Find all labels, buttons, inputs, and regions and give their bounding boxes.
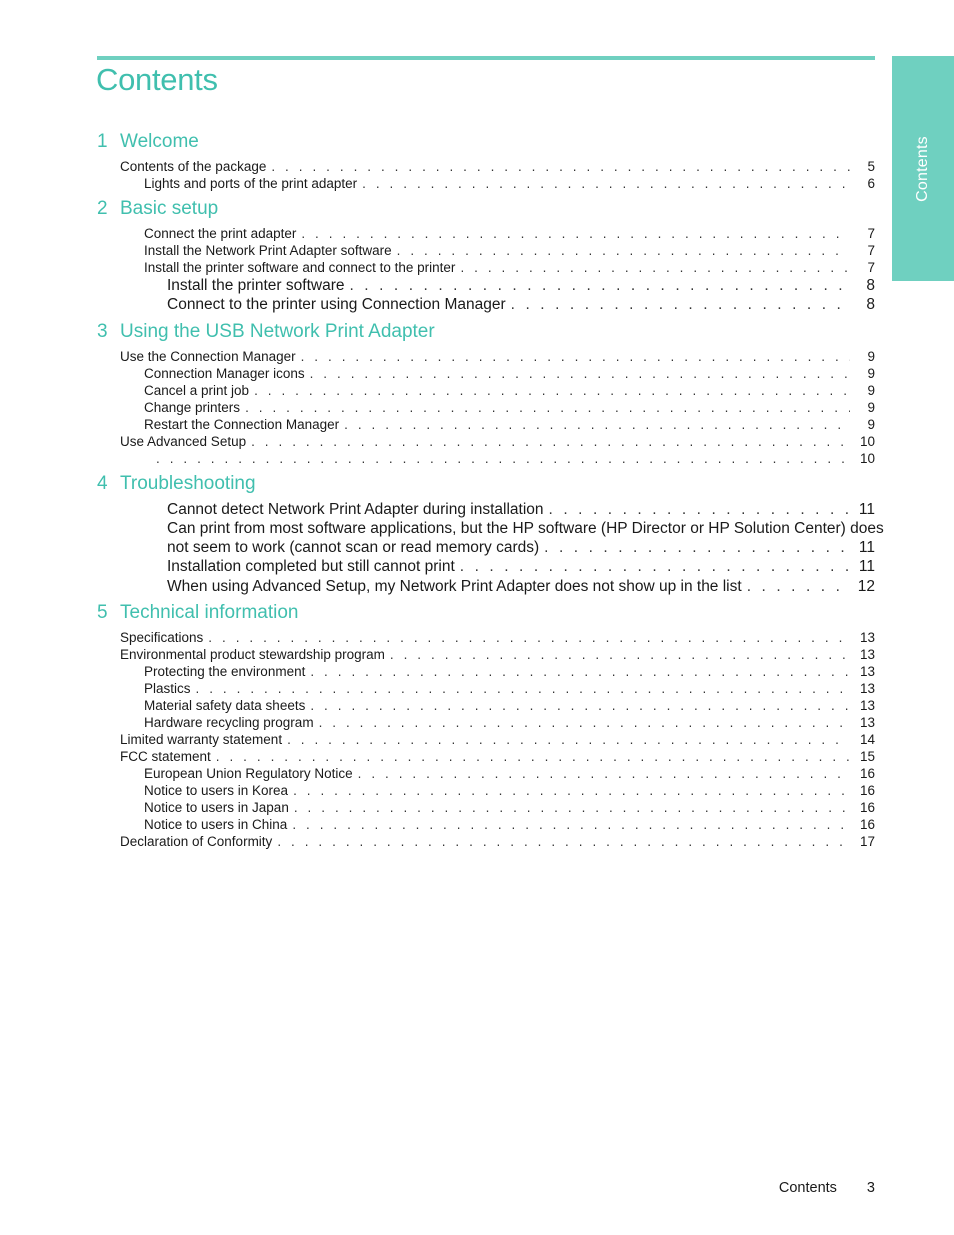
toc-entry-page: 12	[857, 577, 875, 595]
dot-leader	[358, 765, 850, 782]
chapter-heading[interactable]	[97, 473, 875, 500]
dot-leader	[245, 399, 850, 416]
toc-entry[interactable]	[97, 450, 875, 467]
dot-leader	[301, 348, 850, 365]
dot-leader	[287, 731, 850, 748]
chapter-title: Technical information	[120, 602, 299, 624]
chapter-heading[interactable]	[97, 321, 875, 348]
toc-entry-label: Environmental product stewardship program	[120, 647, 385, 663]
dot-leader	[349, 276, 850, 295]
chapter-4	[97, 472, 884, 596]
toc-entry[interactable]	[97, 276, 875, 295]
toc-entry[interactable]	[97, 816, 875, 833]
toc-entry-page: 13	[859, 630, 875, 646]
toc-entry-label: Installation completed but still cannot print	[167, 558, 455, 576]
toc-entry-label: Use Advanced Setup	[120, 433, 247, 449]
toc-entry-page: 10	[859, 433, 875, 449]
dot-leader	[460, 259, 850, 276]
toc-entry[interactable]	[97, 663, 875, 680]
side-tab	[892, 56, 954, 281]
toc-entry-label: Hardware recycling program	[144, 715, 314, 731]
dot-leader	[544, 538, 850, 557]
dot-leader	[301, 225, 850, 242]
side-tab-label: Contents	[914, 135, 931, 202]
chapter-2	[97, 198, 875, 315]
toc-entry-label: Change printers	[144, 399, 241, 415]
footer-label: Contents	[778, 1180, 837, 1196]
toc-entry[interactable]	[97, 714, 875, 731]
toc-entry-label: When using Advanced Setup, my Network Print Adapter does not show up in the list	[167, 577, 742, 595]
toc-entry[interactable]	[97, 399, 875, 416]
toc-entry-page: 15	[859, 749, 875, 765]
dot-leader	[511, 295, 850, 314]
toc-entry-label: Restart the Connection Manager	[144, 416, 340, 432]
dot-leader	[251, 433, 850, 450]
dot-leader	[310, 365, 850, 382]
toc-entry[interactable]	[97, 557, 875, 576]
toc-entry-label: Specifications	[120, 630, 204, 646]
toc-entry-page: 11	[858, 539, 875, 557]
chapter-5	[97, 602, 875, 850]
toc-entry-page: 7	[867, 243, 875, 258]
toc-entry-label: FCC statement	[120, 749, 211, 765]
toc-entry-page: 8	[866, 296, 875, 314]
chapter-3	[97, 321, 875, 467]
chapter-title: Welcome	[120, 131, 199, 152]
dot-leader	[254, 382, 850, 399]
toc-entry-label: Contents of the package	[120, 159, 267, 174]
toc-entry-label: Material safety data sheets	[144, 698, 306, 714]
toc-entry[interactable]	[97, 629, 875, 646]
dot-leader	[196, 680, 850, 697]
chapter-number: 5	[97, 602, 108, 624]
toc-entry-label: Connection Manager icons	[144, 365, 305, 381]
toc-entry[interactable]	[97, 175, 875, 192]
toc-entry-line2	[167, 538, 875, 557]
toc-entry[interactable]	[97, 833, 875, 850]
dot-leader	[549, 500, 850, 519]
dot-leader	[293, 782, 850, 799]
chapter-title: Troubleshooting	[120, 472, 256, 494]
toc-entry[interactable]	[97, 577, 875, 596]
dot-leader	[344, 416, 850, 433]
toc-entry-page: 11	[858, 500, 875, 518]
toc-entry-page: 14	[859, 732, 875, 748]
toc-entry-page: 17	[859, 834, 875, 850]
chapter-heading[interactable]	[97, 131, 875, 158]
toc-entry[interactable]	[97, 782, 875, 799]
toc-entry-label: Connect to the printer using Connection Manager	[167, 296, 506, 314]
dot-leader	[310, 663, 850, 680]
dot-leader	[216, 748, 850, 765]
chapter-title: Basic setup	[120, 198, 219, 219]
toc-entry-page: 16	[859, 783, 875, 799]
toc-entry-label: Cannot detect Network Print Adapter during installation	[167, 500, 544, 518]
toc-entry-page: 9	[867, 416, 875, 432]
toc-entry[interactable]	[97, 697, 875, 714]
toc-entry-label: Notice to users in China	[144, 817, 288, 833]
dot-leader	[319, 714, 850, 731]
toc-entry[interactable]	[97, 158, 875, 175]
toc-entry[interactable]	[97, 500, 875, 519]
toc-entry-label: Declaration of Conformity	[120, 834, 273, 850]
toc-entry-label: Cancel a print job	[144, 382, 250, 398]
toc-entry-page: 9	[867, 348, 875, 364]
toc-entry[interactable]	[97, 680, 875, 697]
chapter-heading[interactable]	[97, 198, 875, 225]
chapter-number: 1	[97, 131, 108, 152]
table-of-contents	[97, 131, 884, 856]
toc-entry[interactable]	[97, 799, 875, 816]
toc-entry-page: 16	[859, 817, 875, 833]
toc-entry-label: Install the printer software	[167, 277, 345, 294]
dot-leader	[397, 242, 850, 259]
dot-leader	[362, 175, 850, 192]
toc-entry[interactable]	[97, 382, 875, 399]
toc-entry[interactable]	[97, 348, 875, 365]
toc-entry-page: 13	[859, 698, 875, 714]
page-title: Contents	[96, 62, 218, 97]
toc-entry-page: 9	[867, 365, 875, 381]
toc-entry-label: Lights and ports of the print adapter	[144, 176, 358, 191]
chapter-number: 2	[97, 198, 108, 219]
chapter-heading[interactable]	[97, 602, 875, 629]
toc-entry[interactable]	[97, 416, 875, 433]
toc-entry-page: 9	[867, 382, 875, 398]
dot-leader	[208, 629, 850, 646]
toc-entry-label: Connect the print adapter	[144, 226, 297, 241]
toc-entry-page: 11	[858, 558, 875, 576]
toc-entry-page: 8	[866, 277, 875, 294]
dot-leader	[271, 158, 850, 175]
toc-entry-page: 16	[859, 766, 875, 782]
toc-entry-page: 9	[867, 399, 875, 415]
toc-entry-page: 6	[867, 176, 875, 191]
toc-entry-page: 16	[859, 800, 875, 816]
toc-entry[interactable]	[97, 365, 875, 382]
toc-entry-page: 13	[859, 664, 875, 680]
page-number: 3	[866, 1180, 875, 1196]
dot-leader	[156, 450, 850, 467]
toc-entry-label: Protecting the environment	[144, 664, 306, 680]
toc-entry-label: Notice to users in Japan	[144, 800, 289, 816]
chapter-title: Using the USB Network Print Adapter	[120, 320, 435, 342]
dot-leader	[390, 646, 850, 663]
toc-entry-label: Install the printer software and connect to the printer	[144, 260, 456, 275]
toc-entry-label-continued: not seem to work (cannot scan or read memory cards)	[167, 539, 540, 557]
toc-entry[interactable]	[97, 225, 875, 242]
dot-leader	[294, 799, 850, 816]
top-rule	[97, 56, 875, 60]
toc-entry-page: 13	[859, 681, 875, 697]
dot-leader	[292, 816, 850, 833]
toc-entry[interactable]	[97, 242, 875, 259]
toc-entry-page: 7	[867, 260, 875, 275]
dot-leader	[747, 577, 850, 596]
toc-entry[interactable]	[97, 519, 884, 558]
toc-entry-page: 5	[867, 159, 875, 174]
toc-entry[interactable]	[97, 765, 875, 782]
dot-leader	[460, 557, 850, 576]
toc-entry-page: 10	[859, 450, 875, 466]
toc-entry-page: 13	[859, 715, 875, 731]
chapter-number: 4	[97, 472, 108, 494]
chapter-number: 3	[97, 320, 108, 342]
toc-entry-label: European Union Regulatory Notice	[144, 766, 353, 782]
toc-entry[interactable]	[97, 646, 875, 663]
toc-entry-label: Use the Connection Manager	[120, 348, 296, 364]
toc-entry-page: 7	[867, 226, 875, 241]
toc-entry[interactable]	[97, 295, 875, 314]
toc-entry[interactable]	[97, 748, 875, 765]
toc-entry-page: 13	[859, 647, 875, 663]
toc-entry-label: Install the Network Print Adapter software	[144, 243, 392, 258]
chapter-1	[97, 131, 875, 192]
toc-entry[interactable]	[97, 731, 875, 748]
toc-entry-label: Limited warranty statement	[120, 732, 283, 748]
dot-leader	[310, 697, 850, 714]
dot-leader	[277, 833, 850, 850]
page-footer	[700, 1180, 875, 1196]
toc-entry[interactable]	[97, 259, 875, 276]
toc-entry-label: Can print from most software applications, but the HP software (HP Director or HP Solution Center) does	[167, 519, 884, 537]
toc-entry-label: Plastics	[144, 681, 191, 697]
toc-entry-label: Notice to users in Korea	[144, 783, 289, 799]
toc-entry[interactable]	[97, 433, 875, 450]
